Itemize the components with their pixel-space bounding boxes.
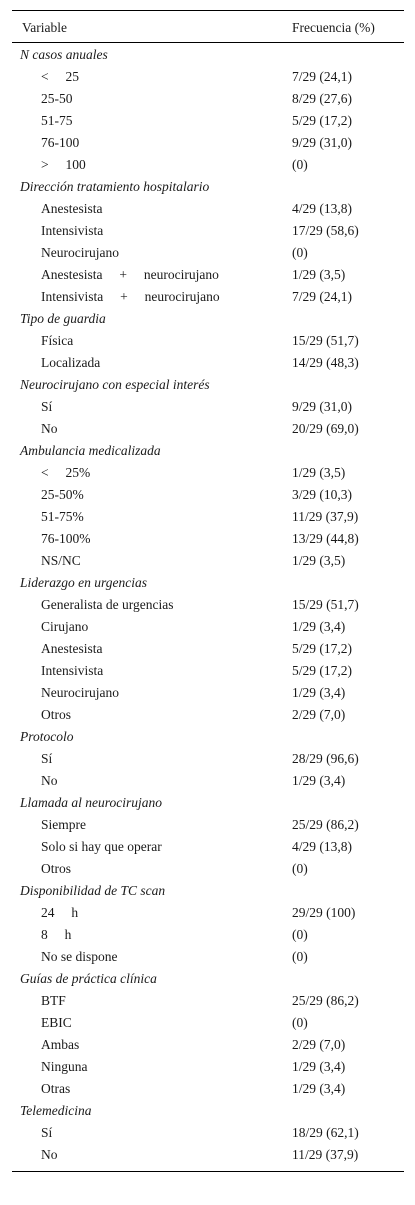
section-title: Telemedicina: [20, 1103, 92, 1118]
row-frequency: 1/29 (3,4): [292, 619, 346, 634]
table-row: [12, 616, 404, 638]
section-row: [12, 44, 404, 66]
section-row: [12, 880, 404, 902]
table-row: [12, 242, 404, 264]
row-label: Sí: [41, 1125, 53, 1140]
row-frequency: 4/29 (13,8): [292, 839, 352, 854]
row-frequency: 5/29 (17,2): [292, 663, 352, 678]
row-frequency: 1/29 (3,4): [292, 773, 346, 788]
table-row: [12, 594, 404, 616]
section-title: Disponibilidad de TC scan: [20, 883, 166, 898]
section-title: Llamada al neurocirujano: [20, 795, 163, 810]
table-row: [12, 484, 404, 506]
row-frequency: 9/29 (31,0): [292, 135, 352, 150]
table-row: [12, 528, 404, 550]
row-label: < 25: [41, 69, 79, 84]
section-row: [12, 1100, 404, 1122]
row-label: Intensivista: [41, 223, 104, 238]
table-row: [12, 924, 404, 946]
row-frequency: (0): [292, 1015, 308, 1030]
header-variable: Variable: [22, 20, 67, 35]
row-frequency: 7/29 (24,1): [292, 69, 352, 84]
row-label: No: [41, 773, 58, 788]
row-frequency: 1/29 (3,4): [292, 685, 346, 700]
row-label: 25-50%: [41, 487, 84, 502]
row-label: 51-75%: [41, 509, 84, 524]
row-label: Intensivista: [41, 663, 104, 678]
row-frequency: 13/29 (44,8): [292, 531, 359, 546]
table-row: [12, 660, 404, 682]
section-title: Protocolo: [20, 729, 74, 744]
section-row: [12, 792, 404, 814]
row-frequency: 1/29 (3,5): [292, 553, 346, 568]
row-frequency: 2/29 (7,0): [292, 707, 346, 722]
table-row: [12, 396, 404, 418]
row-frequency: 28/29 (96,6): [292, 751, 359, 766]
table-row: [12, 506, 404, 528]
table-row: [12, 132, 404, 154]
row-label: 51-75: [41, 113, 73, 128]
section-row: [12, 572, 404, 594]
row-frequency: (0): [292, 157, 308, 172]
row-frequency: 20/29 (69,0): [292, 421, 359, 436]
row-label: Física: [41, 333, 74, 348]
section-title: Neurocirujano con especial interés: [20, 377, 210, 392]
row-frequency: 3/29 (10,3): [292, 487, 352, 502]
row-label: Otros: [41, 861, 71, 876]
table-row: [12, 154, 404, 176]
table-row: [12, 946, 404, 968]
row-frequency: 4/29 (13,8): [292, 201, 352, 216]
row-label: No: [41, 1147, 58, 1162]
row-frequency: 15/29 (51,7): [292, 597, 359, 612]
row-frequency: 11/29 (37,9): [292, 509, 359, 524]
table-row: [12, 198, 404, 220]
row-label: Siempre: [41, 817, 86, 832]
table-row: [12, 682, 404, 704]
row-label: 8 h: [41, 927, 72, 942]
table-bottom-rule: [12, 1171, 404, 1172]
row-frequency: 5/29 (17,2): [292, 641, 352, 656]
row-label: > 100: [41, 157, 86, 172]
row-frequency: (0): [292, 245, 308, 260]
row-frequency: 18/29 (62,1): [292, 1125, 359, 1140]
row-frequency: 15/29 (51,7): [292, 333, 359, 348]
section-title: Ambulancia medicalizada: [20, 443, 161, 458]
table-header: [12, 11, 404, 42]
row-label: Localizada: [41, 355, 101, 370]
row-frequency: 1/29 (3,4): [292, 1081, 346, 1096]
row-label: < 25%: [41, 465, 91, 480]
row-frequency: 1/29 (3,4): [292, 1059, 346, 1074]
section-title: Liderazgo en urgencias: [20, 575, 147, 590]
table-row: [12, 836, 404, 858]
row-frequency: 8/29 (27,6): [292, 91, 352, 106]
section-row: [12, 308, 404, 330]
row-label: Neurocirujano: [41, 685, 119, 700]
row-label: Anestesista: [41, 201, 103, 216]
row-label: NS/NC: [41, 553, 81, 568]
table-row: [12, 902, 404, 924]
section-row: [12, 440, 404, 462]
row-frequency: 25/29 (86,2): [292, 993, 359, 1008]
table-row: [12, 748, 404, 770]
table-row: [12, 110, 404, 132]
row-label: EBIC: [41, 1015, 72, 1030]
survey-table: [12, 10, 404, 1172]
table-row: [12, 330, 404, 352]
row-frequency: 1/29 (3,5): [292, 465, 346, 480]
table-row: [12, 220, 404, 242]
table-row: [12, 814, 404, 836]
row-frequency: 7/29 (24,1): [292, 289, 352, 304]
row-label: Anestesista: [41, 641, 103, 656]
row-frequency: (0): [292, 949, 308, 964]
row-frequency: 2/29 (7,0): [292, 1037, 346, 1052]
section-row: [12, 968, 404, 990]
row-frequency: 5/29 (17,2): [292, 113, 352, 128]
row-label: Solo si hay que operar: [41, 839, 162, 854]
row-label: Otras: [41, 1081, 71, 1096]
row-label: Otros: [41, 707, 71, 722]
row-frequency: 11/29 (37,9): [292, 1147, 359, 1162]
table-row: [12, 1144, 404, 1166]
table-row: [12, 770, 404, 792]
table-row: [12, 1012, 404, 1034]
row-frequency: 25/29 (86,2): [292, 817, 359, 832]
row-label: Sí: [41, 399, 53, 414]
section-row: [12, 176, 404, 198]
section-title: Guías de práctica clínica: [20, 971, 157, 986]
row-label: BTF: [41, 993, 66, 1008]
row-label: Ninguna: [41, 1059, 88, 1074]
table-row: [12, 88, 404, 110]
row-label: Cirujano: [41, 619, 89, 634]
row-frequency: 14/29 (48,3): [292, 355, 359, 370]
row-label: Generalista de urgencias: [41, 597, 174, 612]
row-label: 24 h: [41, 905, 79, 920]
table-row: [12, 1034, 404, 1056]
header-frequency: Frecuencia (%): [292, 20, 375, 35]
row-label: 76-100: [41, 135, 80, 150]
table-row: [12, 638, 404, 660]
table-row: [12, 1078, 404, 1100]
section-row: [12, 726, 404, 748]
table-row: [12, 264, 404, 286]
row-frequency: (0): [292, 861, 308, 876]
table-row: [12, 66, 404, 88]
section-title: N casos anuales: [20, 47, 108, 62]
row-label: No: [41, 421, 58, 436]
row-frequency: 29/29 (100): [292, 905, 356, 920]
section-row: [12, 374, 404, 396]
table-row: [12, 1056, 404, 1078]
table-row: [12, 1122, 404, 1144]
table-row: [12, 704, 404, 726]
section-title: Dirección tratamiento hospitalario: [20, 179, 210, 194]
row-label: Intensivista + neurocirujano: [41, 289, 220, 304]
table-row: [12, 462, 404, 484]
table-body: [12, 43, 404, 1171]
row-label: 76-100%: [41, 531, 91, 546]
table-row: [12, 550, 404, 572]
table-row: [12, 858, 404, 880]
table-row: [12, 286, 404, 308]
row-frequency: 9/29 (31,0): [292, 399, 352, 414]
row-label: Neurocirujano: [41, 245, 119, 260]
table-row: [12, 990, 404, 1012]
section-title: Tipo de guardia: [20, 311, 106, 326]
row-label: Sí: [41, 751, 53, 766]
row-label: Ambas: [41, 1037, 80, 1052]
table-row: [12, 418, 404, 440]
row-label: 25-50: [41, 91, 73, 106]
table-row: [12, 352, 404, 374]
row-frequency: 17/29 (58,6): [292, 223, 359, 238]
row-frequency: 1/29 (3,5): [292, 267, 346, 282]
row-label: No se dispone: [41, 949, 118, 964]
row-label: Anestesista + neurocirujano: [41, 267, 219, 282]
row-frequency: (0): [292, 927, 308, 942]
